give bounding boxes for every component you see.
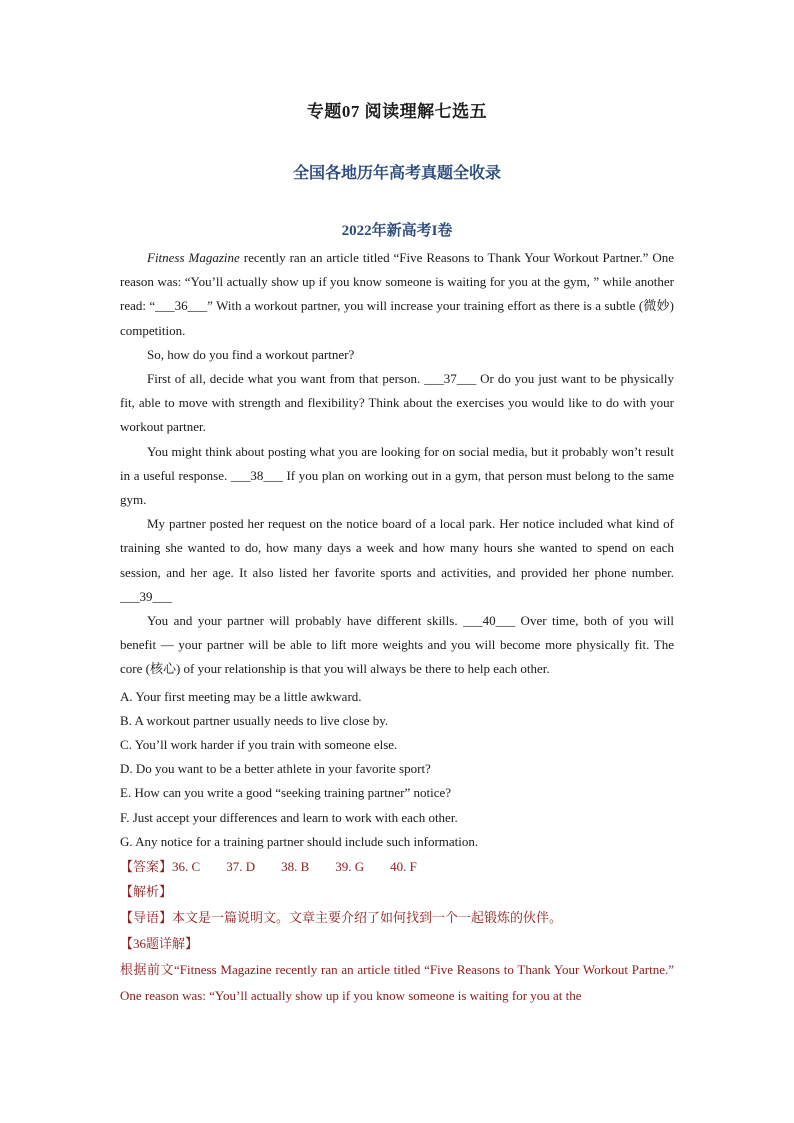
passage-paragraph-3: First of all, decide what you want from that person. ___37___ Or do you just want to be physically fit, able to move with strength and flexibility? Think about the exercises you would like to do with your workout partner. [120,371,674,435]
exam-heading: 2022年新高考I卷 [341,223,453,239]
option-item: E. How can you write a good “seeking training partner” notice? [120,785,452,801]
paragraph-1-text: recently ran an article titled “Five Reasons to Thank Your Workout Partner.” One reason was: “You’ll actually show up if you know someone is waiting for you at the gym, ” while another read: “___36___” With a workout partner, you will increase your training effort as there is a subtle (微妙) competition. [120,250,674,338]
document-body [120,246,674,1009]
option-item: G. Any notice for a training partner should include such information. [120,833,479,849]
answer-item: 39. G [335,859,365,875]
q36-detail: 根据前文“Fitness Magazine recently ran an article titled “Five Reasons to Thank Your Workout Partne.” One reason was: “You’ll actually show up if you know someone is waiting for you at the [120,962,674,1004]
passage-paragraph-5: My partner posted her request on the notice board of a local park. Her notice included what kind of training she wanted to do, how many days a week and how many hours she wanted to spend on each session, and her age. It also listed her favorite sports and activities, and provided her phone number. ___39___ [120,516,674,604]
answer-item: 38. B [281,859,310,875]
answer-item: 37. D [226,859,256,875]
analysis-heading: 【解析】 [120,884,173,900]
answer-item: 36. C [172,859,201,875]
option-item: A. Your first meeting may be a little awkward. [120,688,362,704]
answer-line [120,855,674,879]
passage-paragraph-1 [120,246,674,343]
option-item: F. Just accept your differences and learn to work with each other. [120,809,458,825]
passage-paragraph-2: So, how do you find a workout partner? [147,346,355,362]
answer-item: 40. F [390,859,417,875]
magazine-name: Fitness Magazine [147,250,240,265]
passage-paragraph-4: You might think about posting what you are looking for on social media, but it probably won’t result in a useful response. ___38___ If you plan on working out in a gym, that person must belong to the same gym. [120,443,674,508]
passage-paragraph-6: You and your partner will probably have different skills. ___40___ Over time, both of you will benefit — your partner will be able to lift more weights and you will become more physically fit. The core (核心) of your relationship is that you will always be there to help each other. [120,613,674,677]
lead-text: 本文是一篇说明文。文章主要介绍了如何找到一个一起锻炼的伙伴。 [172,910,563,926]
lead-label: 【导语】 [120,910,173,926]
answer-label: 【答案】 [120,859,173,875]
option-item: B. A workout partner usually needs to live close by. [120,712,389,728]
collection-subtitle: 全国各地历年高考真题全收录 [292,165,501,182]
q36-heading: 【36题详解】 [120,936,199,952]
option-item: D. Do you want to be a better athlete in your favorite sport? [120,761,431,777]
option-item: C. You’ll work harder if you train with someone else. [120,737,398,753]
options-list [120,685,674,854]
page-title: 专题07 阅读理解七选五 [306,102,488,121]
lead-line [120,905,674,931]
